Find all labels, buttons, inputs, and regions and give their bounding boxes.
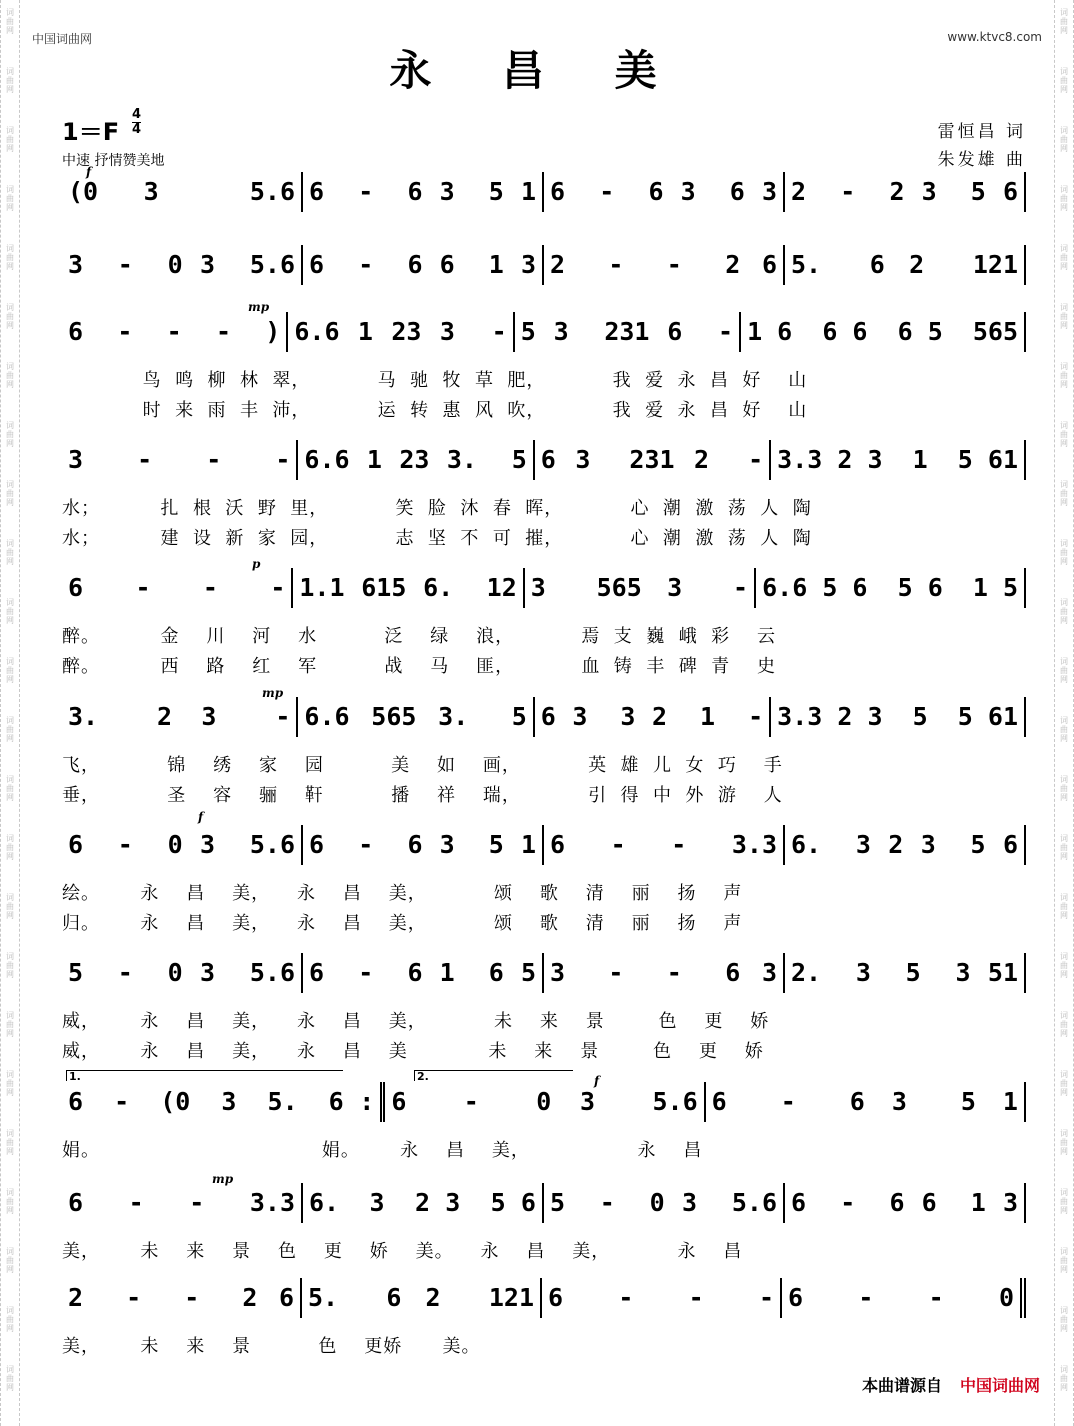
measure: 6 - 6 3 5 1 (303, 825, 544, 865)
watermark-text: 词 曲 网 (6, 1247, 14, 1274)
score-system (62, 245, 1026, 285)
notation-row (62, 312, 1026, 352)
measure: 6.6 1 23 3 - (288, 312, 514, 352)
song-title: 永 昌 美 (389, 46, 685, 95)
key-signature: 1＝F (62, 118, 120, 146)
score-system (62, 953, 1026, 1067)
dynamic-marking: mp (248, 300, 270, 314)
watermark-text: 词 曲 网 (6, 1070, 14, 1097)
notation-row (62, 1082, 1026, 1122)
dynamic-marking: p (252, 557, 261, 571)
measure: 6 - 6 3 5 1 (706, 1082, 1026, 1122)
measure: 6 - 6 6 1 3 (303, 245, 544, 285)
watermark-text: 词 曲 网 (6, 1306, 14, 1333)
watermark-text: 词 曲 网 (1060, 1070, 1068, 1097)
measure: 5 3 231 6 - (515, 312, 741, 352)
score-system (62, 568, 1026, 682)
measure: 5. 6 2 121 (302, 1278, 542, 1318)
notation-row (62, 953, 1026, 993)
watermark-text: 词 曲 网 (1060, 67, 1068, 94)
lyric-line: 水； 扎 根 沃 野 里， 笑 脸 沐 春 晖， 心 潮 激 荡 人 陶 (62, 498, 812, 519)
notation-row (62, 825, 1026, 865)
watermark-text: 词 曲 网 (1060, 1247, 1068, 1274)
watermark-text: 词 曲 网 (6, 362, 14, 389)
measure: 6 - 6 3 5 1 (303, 172, 544, 212)
measure: 6 - - 0 (782, 1278, 1026, 1318)
dynamic-marking: f (594, 1074, 600, 1088)
measure: 6 - - 3.3 (62, 1183, 303, 1223)
measure: 6 - 0 3 5.6 (62, 825, 303, 865)
watermark-text: 词 曲 网 (1060, 716, 1068, 743)
watermark-text: 词 曲 网 (1060, 775, 1068, 802)
watermark-text: 词 曲 网 (1060, 539, 1068, 566)
meter-bottom: 4 (132, 122, 142, 137)
meter-top: 4 (132, 107, 142, 122)
measure: 6 - 0 3 5.6 (385, 1082, 705, 1122)
score-system (62, 172, 1026, 212)
score-system (62, 825, 1026, 939)
dynamic-marking: mp (212, 1172, 234, 1186)
measure: 3 - - - (62, 440, 298, 480)
watermark-text: 词 曲 网 (6, 834, 14, 861)
measure: 6. 3 2 3 5 6 (785, 825, 1026, 865)
notation-row (62, 697, 1026, 737)
watermark-text: 词 曲 网 (1060, 952, 1068, 979)
watermark-text: 词 曲 网 (6, 657, 14, 684)
score-system (62, 1278, 1026, 1362)
measure: 6 - 6 3 6 3 (544, 172, 785, 212)
measure: 3.3 2 3 5 5 61 (771, 697, 1026, 737)
watermark-text: 词 曲 网 (6, 480, 14, 507)
measure: 3 - 0 3 5.6 (62, 245, 303, 285)
watermark-text: 词 曲 网 (6, 1011, 14, 1038)
watermark-text: 词 曲 网 (6, 539, 14, 566)
footer-brand: 中国词曲网 (959, 1376, 1040, 1395)
watermark-text: 词 曲 网 (1060, 1129, 1068, 1156)
lyric-line: 飞， 锦 绣 家 园 美 如 画， 英 雄 儿 女 巧 手 (62, 755, 783, 776)
watermark-text: 词 曲 网 (6, 421, 14, 448)
lyric-line: 垂， 圣 容 骊 靬 播 祥 瑞， 引 得 中 外 游 人 (62, 785, 783, 806)
watermark-text: 词 曲 网 (1060, 126, 1068, 153)
measure: 3.3 2 3 1 5 61 (771, 440, 1026, 480)
measure: (0 3 5.6 (62, 172, 303, 212)
notation-row (62, 440, 1026, 480)
lyric-line: 美， 未 来 景 色 更 娇 美。 永 昌 美， 永 昌 (62, 1241, 743, 1262)
measure: 6. 3 2 3 5 6 (303, 1183, 544, 1223)
watermark-text: 词 曲 网 (6, 67, 14, 94)
watermark-text: 词 曲 网 (1060, 8, 1068, 35)
measure: 6.6 565 3. 5 (298, 697, 534, 737)
watermark-text: 词 曲 网 (1060, 303, 1068, 330)
lyric-line: 鸟 鸣 柳 林 翠， 马 驰 牧 草 肥， 我 爱 永 昌 好 山 (62, 370, 808, 391)
site-name-left: 中国词曲网 (32, 32, 93, 46)
measure: 6 - - 3.3 (544, 825, 785, 865)
measure: 2 - - 2 6 (544, 245, 785, 285)
lyric-line: 威， 永 昌 美， 永 昌 美 未 来 景 色 更 娇 (62, 1041, 764, 1062)
dynamic-marking: f (86, 165, 92, 179)
footer (862, 1373, 1040, 1396)
watermark-text: 词 曲 网 (6, 893, 14, 920)
notation-row (62, 172, 1026, 212)
watermark-text: 词 曲 网 (1060, 185, 1068, 212)
watermark-text: 词 曲 网 (1060, 362, 1068, 389)
watermark-text: 词 曲 网 (6, 716, 14, 743)
site-url-right: www.ktvc8.com (947, 30, 1042, 44)
watermark-text: 词 曲 网 (6, 8, 14, 35)
watermark-text: 词 曲 网 (6, 952, 14, 979)
lyric-line: 水； 建 设 新 家 园， 志 坚 不 可 摧， 心 潮 激 荡 人 陶 (62, 528, 812, 549)
measure: 6 - 6 1 6 5 (303, 953, 544, 993)
measure: 6 3 231 2 - (535, 440, 771, 480)
credits (938, 118, 1026, 174)
measure: 6 3 3 2 1 - (535, 697, 771, 737)
score-system (62, 440, 1026, 554)
notation-row (62, 1183, 1026, 1223)
lyric-line: 醉。 金 川 河 水 泛 绿 浪， 焉 支 巍 峨 彩 云 (62, 626, 777, 647)
watermark-text: 词 曲 网 (6, 303, 14, 330)
watermark-text: 词 曲 网 (1060, 480, 1068, 507)
lyricist: 雷恒昌 词 (937, 122, 1026, 142)
measure: 3 565 3 - (525, 568, 756, 608)
lyric-line: 威， 永 昌 美， 永 昌 美， 未 来 景 色 更 娇 (62, 1011, 770, 1032)
watermark-text: 词 曲 网 (6, 185, 14, 212)
lyric-line: 归。 永 昌 美， 永 昌 美， 颂 歌 清 丽 扬 声 (62, 913, 743, 934)
notation-row (62, 245, 1026, 285)
dynamic-marking: mp (262, 686, 284, 700)
measure: 6 - 6 6 1 3 (785, 1183, 1026, 1223)
measure: 5 - 0 3 5.6 (544, 1183, 785, 1223)
notation-row (62, 1278, 1026, 1318)
lyric-line: 娟。 娟。 永 昌 美， 永 昌 (62, 1140, 703, 1161)
watermark-text: 词 曲 网 (1060, 1306, 1068, 1333)
measure: 6 - - - ) (62, 312, 288, 352)
watermark-text: 词 曲 网 (1060, 1365, 1068, 1392)
watermark-text: 词 曲 网 (1060, 1011, 1068, 1038)
watermark-text: 词 曲 网 (6, 775, 14, 802)
score-system (62, 1183, 1026, 1267)
footer-source: 本曲谱源自 (861, 1376, 942, 1395)
measure: 6 - (0 3 5. 6 : (62, 1082, 385, 1122)
score-system (62, 312, 1026, 426)
measure: 2 - 2 3 5 6 (785, 172, 1026, 212)
watermark-text: 词 曲 网 (1060, 421, 1068, 448)
measure: 6.6 5 6 5 6 1 5 (756, 568, 1026, 608)
watermark-text: 词 曲 网 (6, 244, 14, 271)
notation-row (62, 568, 1026, 608)
measure: 2 - - 2 6 (62, 1278, 302, 1318)
watermark-text: 词 曲 网 (1060, 598, 1068, 625)
lyric-line: 时 来 雨 丰 沛， 运 转 惠 风 吹， 我 爱 永 昌 好 山 (62, 400, 808, 421)
measure: 5 - 0 3 5.6 (62, 953, 303, 993)
measure: 6 - - - (542, 1278, 782, 1318)
watermark-text: 词 曲 网 (6, 1188, 14, 1215)
watermark-text: 词 曲 网 (6, 598, 14, 625)
measure: 2. 3 5 3 51 (785, 953, 1026, 993)
tempo-marking: 中速 抒情赞美地 (62, 153, 165, 169)
measure: 3 - - 6 3 (544, 953, 785, 993)
dynamic-marking: f (198, 810, 204, 824)
measure: 1.1 615 6. 12 (293, 568, 524, 608)
score-system (62, 697, 1026, 811)
left-margin-strip (0, 0, 20, 1426)
watermark-text: 词 曲 网 (6, 1129, 14, 1156)
watermark-text: 词 曲 网 (1060, 657, 1068, 684)
measure: 6.6 1 23 3. 5 (298, 440, 534, 480)
composer: 朱发雄 曲 (937, 150, 1026, 170)
lyric-line: 绘。 永 昌 美， 永 昌 美， 颂 歌 清 丽 扬 声 (62, 883, 743, 904)
watermark-text: 词 曲 网 (1060, 893, 1068, 920)
watermark-text: 词 曲 网 (6, 126, 14, 153)
watermark-text: 词 曲 网 (1060, 1188, 1068, 1215)
measure: 1 6 6 6 6 5 565 (741, 312, 1026, 352)
lyric-line: 醉。 西 路 红 军 战 马 匪， 血 铸 丰 碑 青 史 (62, 656, 777, 677)
measure: 3. 2 3 - (62, 697, 298, 737)
measure: 6 - - - (62, 568, 293, 608)
watermark-text: 词 曲 网 (1060, 244, 1068, 271)
volta-bracket: 2. (414, 1070, 573, 1081)
time-signature (132, 108, 141, 137)
watermark-text: 词 曲 网 (1060, 834, 1068, 861)
watermark-text: 词 曲 网 (6, 1365, 14, 1392)
right-margin-strip (1054, 0, 1074, 1426)
score-system (62, 1082, 1026, 1166)
lyric-line: 美， 未 来 景 色 更娇 美。 (62, 1336, 481, 1357)
volta-bracket: 1. (66, 1070, 343, 1081)
measure: 5. 6 2 121 (785, 245, 1026, 285)
